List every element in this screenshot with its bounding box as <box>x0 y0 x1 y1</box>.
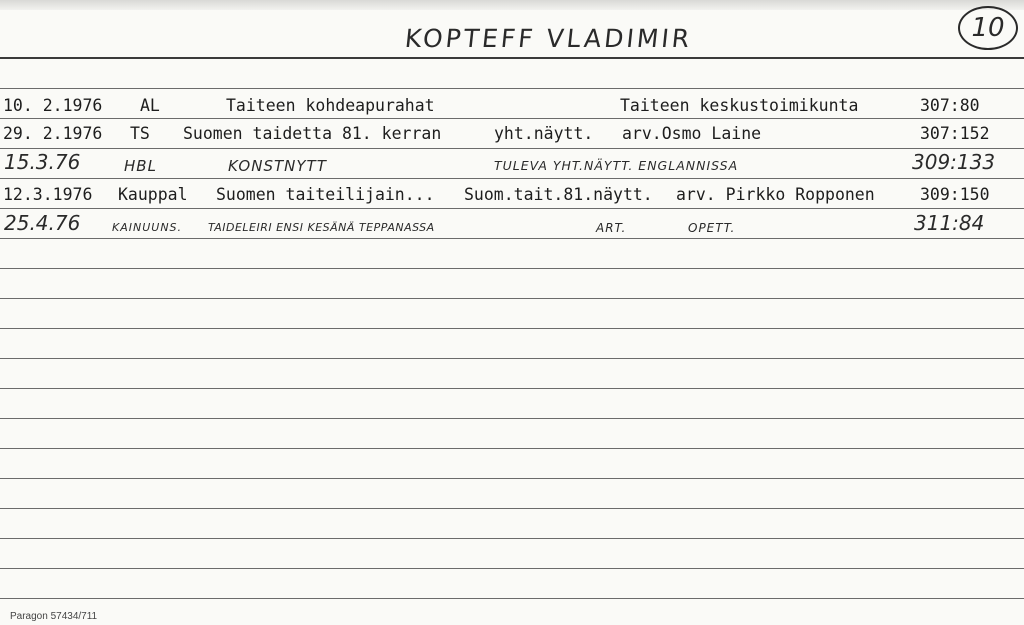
entry-title: Suomen taidetta 81. kerran <box>183 124 442 143</box>
rule-line <box>0 118 1024 119</box>
entry-source: TS <box>130 124 150 143</box>
entry-date: 15.3.76 <box>4 150 81 174</box>
entry-ref: 311:84 <box>914 211 985 235</box>
entry-source: HBL <box>124 157 157 175</box>
entry-title: KONSTNYTT <box>228 157 327 175</box>
card-title-name: KOPTEFF VLADIMIR <box>403 24 694 53</box>
rule-line <box>0 418 1024 419</box>
scan-edge <box>0 0 1024 10</box>
rule-line <box>0 238 1024 239</box>
card-number: 10 <box>958 6 1018 50</box>
rule-line <box>0 508 1024 509</box>
entry-extra: arv.Osmo Laine <box>622 124 762 143</box>
entry-note: yht.näytt. <box>494 124 594 143</box>
rule-line <box>0 328 1024 329</box>
entry-ref: 309:150 <box>920 185 990 204</box>
entry-date: 29. 2.1976 <box>3 124 103 143</box>
print-mark: Paragon 57434/711 <box>10 611 98 622</box>
entry-source: KAINUUNS. <box>112 221 183 234</box>
entry-note: Suom.tait.81.näytt. <box>464 185 653 204</box>
entry-ref: 309:133 <box>912 150 996 174</box>
entry-date: 12.3.1976 <box>3 185 93 204</box>
rule-line <box>0 568 1024 569</box>
entry-date: 25.4.76 <box>4 211 81 235</box>
rule-line <box>0 598 1024 599</box>
rule-line <box>0 148 1024 149</box>
rule-line <box>0 448 1024 449</box>
entry-extra: TULEVA YHT.NÄYTT. ENGLANNISSA <box>494 158 739 173</box>
entry-note: ART. <box>596 221 627 235</box>
entry-title: Taiteen kohdeapurahat <box>226 96 435 115</box>
entry-source: Kauppal <box>118 185 188 204</box>
entry-extra: Taiteen keskustoimikunta <box>620 96 859 115</box>
entry-ref: 307:80 <box>920 96 980 115</box>
rule-line <box>0 388 1024 389</box>
rule-line <box>0 298 1024 299</box>
entry-date: 10. 2.1976 <box>3 96 103 115</box>
rule-line <box>0 478 1024 479</box>
rule-line <box>0 208 1024 209</box>
header-rule <box>0 57 1024 59</box>
entry-ref: 307:152 <box>920 124 990 143</box>
entry-extra: OPETT. <box>688 221 736 235</box>
entry-title: Suomen taiteilijain... <box>216 185 435 204</box>
rule-line <box>0 88 1024 89</box>
entry-extra: arv. Pirkko Ropponen <box>676 185 875 204</box>
entry-title: TAIDELEIRI ENSI KESÄNÄ TEPPANASSA <box>208 221 435 234</box>
rule-line <box>0 178 1024 179</box>
rule-line <box>0 538 1024 539</box>
entry-source: AL <box>140 96 160 115</box>
rule-line <box>0 358 1024 359</box>
rule-line <box>0 268 1024 269</box>
